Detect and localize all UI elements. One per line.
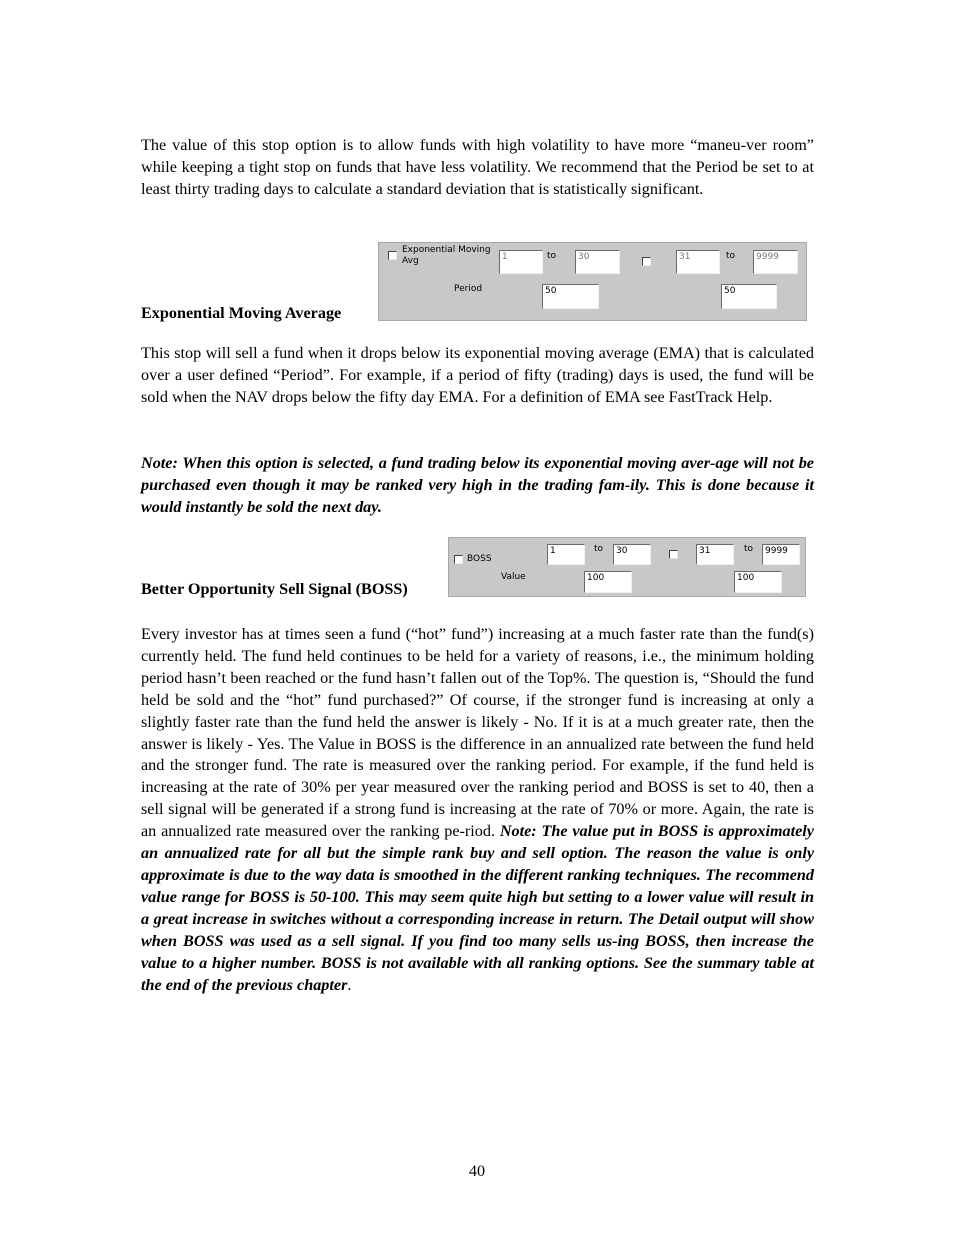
boss-checkbox[interactable] [454,555,463,564]
boss-heading: Better Opportunity Sell Signal (BOSS) [141,580,408,598]
ema-range1-from-input[interactable]: 1 [499,250,543,274]
ema-period-label: Period [454,284,483,294]
boss-label: BOSS [467,554,492,564]
boss-description-paragraph [141,624,814,996]
boss-end-period: . [347,975,352,994]
boss-note-text: Note: The value put in BOSS is approximately an annualized rate for all but the simple rank buy and sell option. The reason the value is only approximate is due to the way data is smoothed in the different ranking techniques. The recommend value range for BOSS is 50-100. This may seem quite high but setting to a lower value will result in a great increase in switches without a corresponding increase in return. The Detail output will show when BOSS was used as a sell signal. If you find too many sells us-ing BOSS, then increase the value to a higher number. BOSS is not available with all ranking options. See the summary table at the end of the previous chapter [141,822,814,994]
boss-to-label-1: to [594,544,604,554]
ema-range1-to-input[interactable]: 30 [575,250,620,274]
intro-paragraph: The value of this stop option is to allow funds with high volatility to have more “maneu-ver room” while keeping a tight stop on funds that have less volatility. We recommend that the Period be set to at least thirty trading days to calculate a standard deviation that is statistically significant. [141,136,814,198]
ema-description-paragraph: This stop will sell a fund when it drops below its exponential moving average (EMA) that is calculated over a user defined “Period”. For example, if a period of fifty (trading) days is used, the fund will be sold when the NAV drops below the fifty day EMA. For a definition of EMA see FastTrack Help. [141,344,814,406]
boss-range2-checkbox[interactable] [669,550,678,559]
ema-range2-to-input[interactable]: 9999 [753,250,798,274]
boss-range1-to-input[interactable]: 30 [613,544,651,565]
ema-period-input-1[interactable]: 50 [542,284,599,309]
ema-range2-checkbox[interactable] [642,257,651,266]
ema-note-paragraph: Note: When this option is selected, a fund trading below its exponential moving aver-age will not be purchased even though it may be ranked very high in the trading fam-ily. This is done because it would instantly be sold the next day. [141,454,814,516]
ema-range2-from-input[interactable]: 31 [676,250,720,274]
boss-value-label: Value [501,572,526,582]
boss-value-input-1[interactable]: 100 [584,571,632,593]
ema-heading: Exponential Moving Average [141,304,342,322]
boss-description-text: Every investor has at times seen a fund (“hot” fund”) increasing at a much faster rate than the fund(s) currently held. The fund held continues to be held for a variety of reasons, i.e., the minimum holding period hasn’t been reached or the fund hasn’t fallen out of the Top%. The question is, “Should the fund held be sold and the “hot” fund purchased?” Of course, if the stronger fund is increasing at only a slightly faster rate than the fund held the answer is likely - No. If it is at a much greater rate, then the answer is likely - Yes. The Value in BOSS is the difference in an annualized rate between the fund held and the stronger fund. The rate is measured over the ranking period. For example, if the fund held is increasing at the rate of 30% per year measured over the ranking period and BOSS is set to 40, then a sell signal will be generated if a strong fund is increasing at the rate of 70% or more. Again, the rate is an annualized rate measured over the ranking pe-riod. [141,625,814,841]
boss-value-input-2[interactable]: 100 [734,571,782,593]
boss-to-label-2: to [744,544,754,554]
ema-label-line2: Avg [402,256,419,266]
boss-range2-from-input[interactable]: 31 [696,544,734,565]
page-number: 40 [468,1162,486,1180]
ema-period-input-2[interactable]: 50 [721,284,777,309]
ema-to-label-2: to [726,251,736,261]
boss-range1-from-input[interactable]: 1 [547,544,585,565]
ema-label-line1: Exponential Moving [402,245,491,255]
ema-to-label-1: to [547,251,557,261]
boss-settings-panel [448,537,806,597]
ema-checkbox[interactable] [388,251,397,260]
boss-range2-to-input[interactable]: 9999 [762,544,800,565]
ema-settings-panel [378,242,807,321]
